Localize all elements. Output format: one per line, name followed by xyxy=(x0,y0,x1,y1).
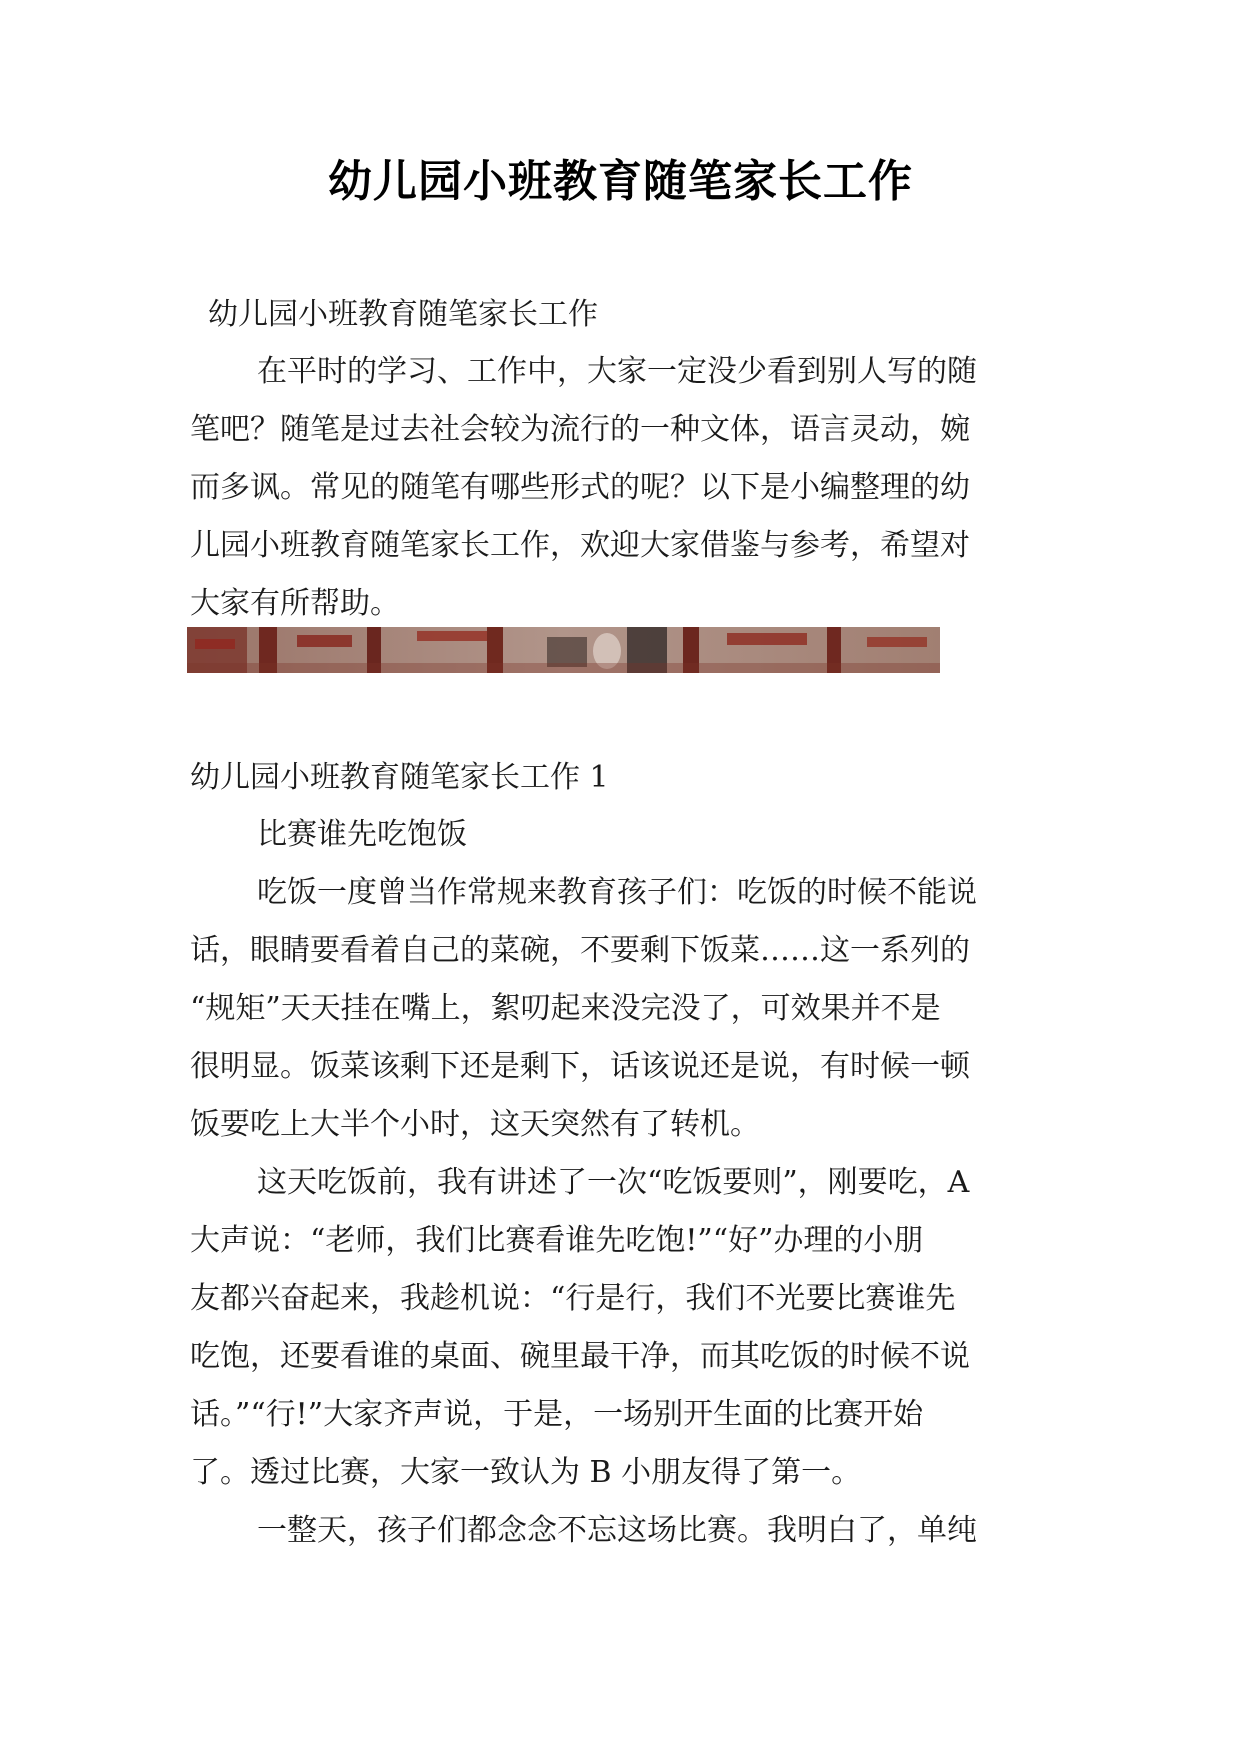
paragraph-line: 话。”“行!”大家齐声说，于是，一场别开生面的比赛开始 xyxy=(190,1397,924,1432)
paragraph-line: 一整天，孩子们都念念不忘这场比赛。我明白了，单纯 xyxy=(257,1513,977,1548)
paragraph-line: 饭要吃上大半个小时，这天突然有了转机。 xyxy=(190,1107,760,1142)
paragraph-line: 大声说：“老师，我们比赛看谁先吃饱!”“好”办理的小朋 xyxy=(190,1223,924,1258)
intro-line: 儿园小班教育随笔家长工作，欢迎大家借鉴与参考，希望对 xyxy=(190,528,970,563)
paragraph-line: 吃饱，还要看谁的桌面、碗里最干净，而其吃饭的时候不说 xyxy=(190,1339,970,1374)
paragraph-line: 友都兴奋起来，我趁机说：“行是行，我们不光要比赛谁先 xyxy=(190,1281,956,1316)
document-subtitle: 幼儿园小班教育随笔家长工作 xyxy=(208,297,598,332)
paragraph-line: 了。透过比赛，大家一致认为 B 小朋友得了第一。 xyxy=(190,1455,862,1490)
paragraph-line: 话，眼睛要看着自己的菜碗，不要剩下饭菜……这一系列的 xyxy=(190,933,970,968)
document-title: 幼儿园小班教育随笔家长工作 xyxy=(328,156,913,207)
paragraph-line: 吃饭一度曾当作常规来教育孩子们：吃饭的时候不能说 xyxy=(257,875,977,910)
intro-line: 在平时的学习、工作中，大家一定没少看到别人写的随 xyxy=(257,354,977,389)
intro-line: 而多讽。常见的随笔有哪些形式的呢？以下是小编整理的幼 xyxy=(190,470,970,505)
paragraph-line: 这天吃饭前，我有讲述了一次“吃饭要则”，刚要吃，A xyxy=(257,1165,970,1200)
paragraph-line: 很明显。饭菜该剩下还是剩下，话该说还是说，有时候一顿 xyxy=(190,1049,970,1084)
story-title: 比赛谁先吃饱饭 xyxy=(257,817,467,852)
classroom-photo-graphic xyxy=(187,627,940,673)
section-heading: 幼儿园小班教育随笔家长工作 1 xyxy=(190,760,609,795)
paragraph-line: “规矩”天天挂在嘴上，絮叨起来没完没了，可效果并不是 xyxy=(190,991,941,1026)
intro-line: 大家有所帮助。 xyxy=(190,586,400,621)
intro-line: 笔吧？随笔是过去社会较为流行的一种文体，语言灵动，婉 xyxy=(190,412,970,447)
classroom-photo xyxy=(187,627,940,673)
